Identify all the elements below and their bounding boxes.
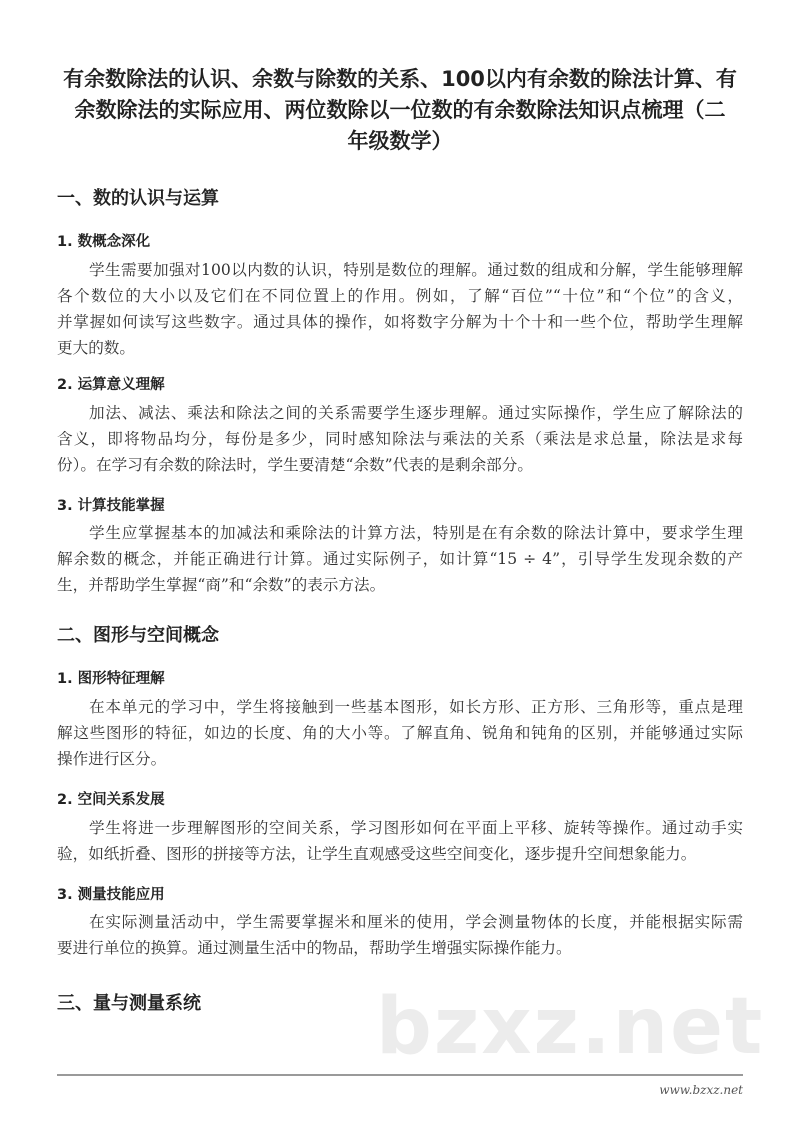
paragraph-line: 解余数的概念，并能正确进行计算。通过实际例子，如计算“15 ÷ 4”，引导学生发现余数的产 xyxy=(57,550,743,568)
section-heading: 一、数的认识与运算 xyxy=(57,188,219,209)
footer-url: www.bzxz.net xyxy=(659,1083,743,1097)
title-line: 有余数除法的认识、余数与除数的关系、100以内有余数的除法计算、有 xyxy=(63,67,737,91)
subsection-heading: 3. 计算技能掌握 xyxy=(57,498,165,514)
paragraph-line: 各个数位的大小以及它们在不同位置上的作用。例如，了解“百位”“十位”和“个位”的含义， xyxy=(57,287,743,305)
subsection-heading: 1. 数概念深化 xyxy=(57,234,151,250)
paragraph-line: 要进行单位的换算。通过测量生活中的物品，帮助学生增强实际操作能力。 xyxy=(57,939,572,957)
paragraph xyxy=(57,815,743,867)
section-heading: 三、量与测量系统 xyxy=(57,993,201,1014)
document-title xyxy=(57,64,743,157)
paragraph-line: 验，如纸折叠、图形的拼接等方法，让学生直观感受这些空间变化，逐步提升空间想象能力。 xyxy=(57,845,697,863)
paragraph xyxy=(57,520,743,598)
watermark: bzxz.net xyxy=(376,982,765,1072)
paragraph-line: 操作进行区分。 xyxy=(57,750,167,768)
paragraph-line: 并掌握如何读写这些数字。通过具体的操作，如将数字分解为十个十和一些个位，帮助学生理解 xyxy=(57,313,743,331)
title-line: 年级数学） xyxy=(347,129,453,153)
footer-divider xyxy=(57,1074,743,1076)
paragraph xyxy=(57,257,743,361)
paragraph-line: 学生需要加强对100以内数的认识，特别是数位的理解。通过数的组成和分解，学生能够理解 xyxy=(89,261,743,279)
subsection-heading: 2. 运算意义理解 xyxy=(57,377,165,393)
paragraph xyxy=(57,909,743,961)
paragraph-line: 含义，即将物品均分，每份是多少，同时感知除法与乘法的关系（乘法是求总量，除法是求每 xyxy=(57,430,743,448)
paragraph-line: 加法、减法、乘法和除法之间的关系需要学生逐步理解。通过实际操作，学生应了解除法的 xyxy=(89,404,743,422)
subsection-heading: 2. 空间关系发展 xyxy=(57,792,165,808)
paragraph xyxy=(57,694,743,772)
paragraph xyxy=(57,400,743,478)
paragraph-line: 在实际测量活动中，学生需要掌握米和厘米的使用，学会测量物体的长度，并能根据实际需 xyxy=(89,913,743,931)
paragraph-line: 更大的数。 xyxy=(57,339,135,357)
paragraph-line: 解这些图形的特征，如边的长度、角的大小等。了解直角、锐角和钝角的区别，并能够通过实际 xyxy=(57,724,743,742)
subsection-heading: 3. 测量技能应用 xyxy=(57,887,165,903)
paragraph-line: 份）。在学习有余数的除法时，学生要清楚“余数”代表的是剩余部分。 xyxy=(57,456,533,474)
subsection-heading: 1. 图形特征理解 xyxy=(57,671,165,687)
paragraph-line: 生，并帮助学生掌握“商”和“余数”的表示方法。 xyxy=(57,576,386,594)
section-heading: 二、图形与空间概念 xyxy=(57,625,219,646)
title-line: 余数除法的实际应用、两位数除以一位数的有余数除法知识点梳理（二 xyxy=(74,98,726,122)
paragraph-line: 在本单元的学习中，学生将接触到一些基本图形，如长方形、正方形、三角形等，重点是理 xyxy=(89,698,743,716)
paragraph-line: 学生应掌握基本的加减法和乘除法的计算方法，特别是在有余数的除法计算中，要求学生理 xyxy=(89,524,743,542)
paragraph-line: 学生将进一步理解图形的空间关系，学习图形如何在平面上平移、旋转等操作。通过动手实 xyxy=(89,819,743,837)
